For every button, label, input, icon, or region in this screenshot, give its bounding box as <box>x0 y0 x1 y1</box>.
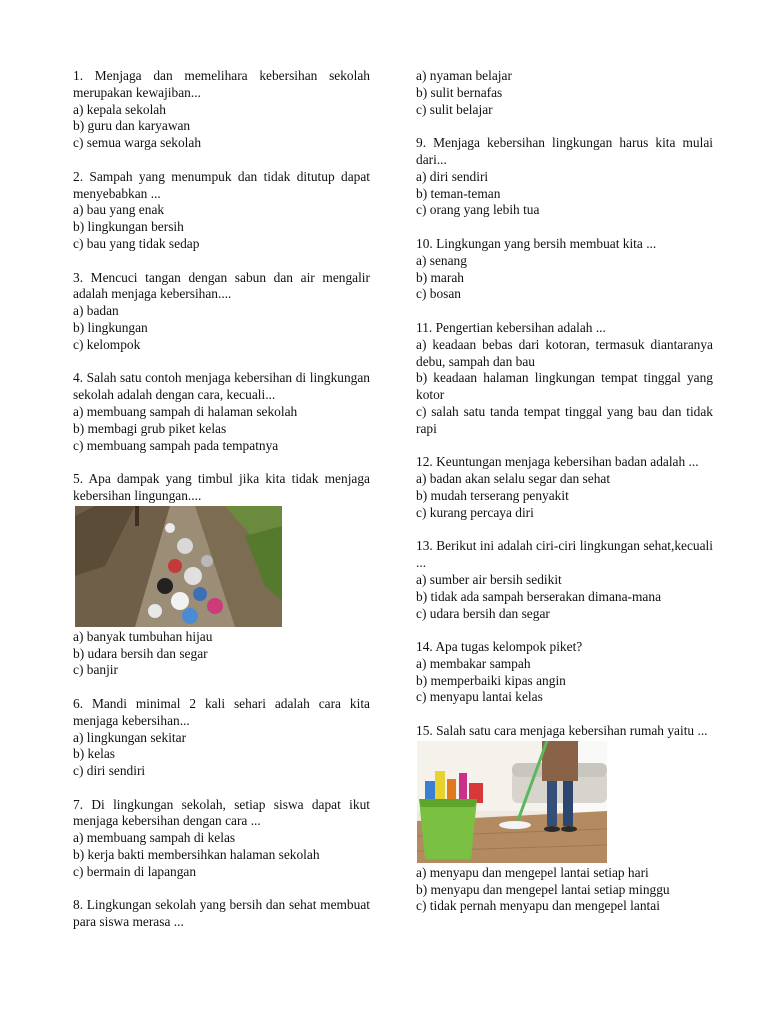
question-stem: 9. Menjaga kebersihan lingkungan harus kita mulai dari... <box>416 135 713 167</box>
question-7 <box>73 797 370 881</box>
question-stem: 11. Pengertian kebersihan adalah ... <box>416 319 606 335</box>
option-b: b) kelas <box>73 746 116 762</box>
question-stem: 4. Salah satu contoh menjaga kebersihan di lingkungan sekolah adalah dengan cara, kecuali... <box>73 370 370 403</box>
option-c: c) tidak pernah menyapu dan mengepel lantai <box>416 898 660 914</box>
question-stem: 12. Keuntungan menjaga kebersihan badan adalah ... <box>416 454 699 470</box>
option-b: b) lingkungan bersih <box>73 219 184 235</box>
option-b: b) menyapu dan mengepel lantai setiap minggu <box>416 881 670 897</box>
option-a: a) diri sendiri <box>416 168 489 184</box>
question-3 <box>73 270 370 354</box>
option-a: a) membakar sampah <box>416 655 531 671</box>
question-stem: 6. Mandi minimal 2 kali sehari adalah cara kita menjaga kebersihan... <box>73 695 370 728</box>
option-c: c) udara bersih dan segar <box>416 605 550 621</box>
option-c: c) menyapu lantai kelas <box>416 689 543 705</box>
option-b: b) tidak ada sampah berserakan dimana-mana <box>416 588 662 604</box>
option-b: b) sulit bernafas <box>416 84 503 100</box>
option-b: b) membagi grub piket kelas <box>73 420 227 436</box>
question-stem: 13. Berikut ini adalah ciri-ciri lingkungan sehat,kecuali ... <box>416 538 713 571</box>
question-stem: 8. Lingkungan sekolah yang bersih dan sehat membuat para siswa merasa ... <box>73 897 370 930</box>
option-a: a) bau yang enak <box>73 202 165 218</box>
option-a: a) badan akan selalu segar dan sehat <box>416 471 611 487</box>
option-c: c) bau yang tidak sedap <box>73 235 200 251</box>
option-c: c) orang yang lebih tua <box>416 202 540 218</box>
option-c: c) sulit belajar <box>416 101 493 117</box>
question-stem: 5. Apa dampak yang timbul jika kita tidak menjaga kebersihan lingungan.... <box>73 471 370 503</box>
question-9 <box>416 135 713 219</box>
option-a: a) banyak tumbuhan hijau <box>73 628 213 644</box>
option-a: a) nyaman belajar <box>416 68 512 83</box>
option-b: b) udara bersih dan segar <box>73 645 208 661</box>
option-a: a) menyapu dan mengepel lantai setiap hari <box>416 864 649 880</box>
option-a: a) sumber air bersih sedikit <box>416 571 562 587</box>
question-stem: 14. Apa tugas kelompok piket? <box>416 639 583 655</box>
mopping-floor-photo <box>417 741 607 863</box>
option-c: c) salah satu tanda tempat tinggal yang bau dan tidak rapi <box>416 403 713 436</box>
question-stem: 15. Salah satu cara menjaga kebersihan rumah yaitu ... <box>416 723 708 739</box>
question-stem: 3. Mencuci tangan dengan sabun dan air mengalir adalah menjaga kebersihan.... <box>73 269 370 302</box>
option-b: b) guru dan karyawan <box>73 118 191 134</box>
option-c: c) banjir <box>73 662 118 678</box>
question-stem: 10. Lingkungan yang bersih membuat kita ... <box>416 235 657 251</box>
option-a: a) kepala sekolah <box>73 101 166 117</box>
question-15 <box>416 723 713 915</box>
option-c: c) kurang percaya diri <box>416 504 534 520</box>
question-8-continued <box>416 68 713 118</box>
question-8 <box>73 897 370 931</box>
left-column <box>73 68 370 948</box>
option-b: b) kerja bakti membersihkan halaman sekolah <box>73 847 320 863</box>
option-c: c) membuang sampah pada tempatnya <box>73 437 279 453</box>
question-11 <box>416 320 713 438</box>
option-b: b) marah <box>416 269 464 285</box>
option-a: a) keadaan bebas dari kotoran, termasuk diantaranya debu, sampah dan bau <box>416 336 713 369</box>
option-b: b) keadaan halaman lingkungan tempat tinggal yang kotor <box>416 370 713 403</box>
question-14 <box>416 639 713 706</box>
option-a: a) membuang sampah di kelas <box>73 830 236 846</box>
option-c: c) diri sendiri <box>73 763 146 779</box>
option-a: a) lingkungan sekitar <box>73 729 187 745</box>
option-a: a) senang <box>416 252 467 268</box>
question-5 <box>73 471 370 679</box>
option-c: c) bosan <box>416 286 461 302</box>
question-13 <box>416 538 713 622</box>
option-b: b) mudah terserang penyakit <box>416 487 569 503</box>
option-b: b) memperbaiki kipas angin <box>416 672 566 688</box>
question-stem: 1. Menjaga dan memelihara kebersihan sekolah merupakan kewajiban... <box>73 68 370 100</box>
option-b: b) teman-teman <box>416 185 501 201</box>
trash-ditch-photo <box>75 506 282 627</box>
question-1 <box>73 68 370 152</box>
question-12 <box>416 454 713 521</box>
option-c: c) semua warga sekolah <box>73 135 202 151</box>
option-c: c) kelompok <box>73 336 141 352</box>
question-stem: 7. Di lingkungan sekolah, setiap siswa dapat ikut menjaga kebersihan dengan cara ... <box>73 796 370 829</box>
question-6 <box>73 696 370 780</box>
option-a: a) badan <box>73 303 119 319</box>
option-a: a) membuang sampah di halaman sekolah <box>73 403 298 419</box>
option-c: c) bermain di lapangan <box>73 863 197 879</box>
question-stem: 2. Sampah yang menumpuk dan tidak ditutup dapat menyebabkan ... <box>73 168 370 201</box>
option-b: b) lingkungan <box>73 319 148 335</box>
right-column <box>416 68 713 932</box>
question-10 <box>416 236 713 303</box>
question-2 <box>73 169 370 253</box>
question-4 <box>73 370 370 454</box>
